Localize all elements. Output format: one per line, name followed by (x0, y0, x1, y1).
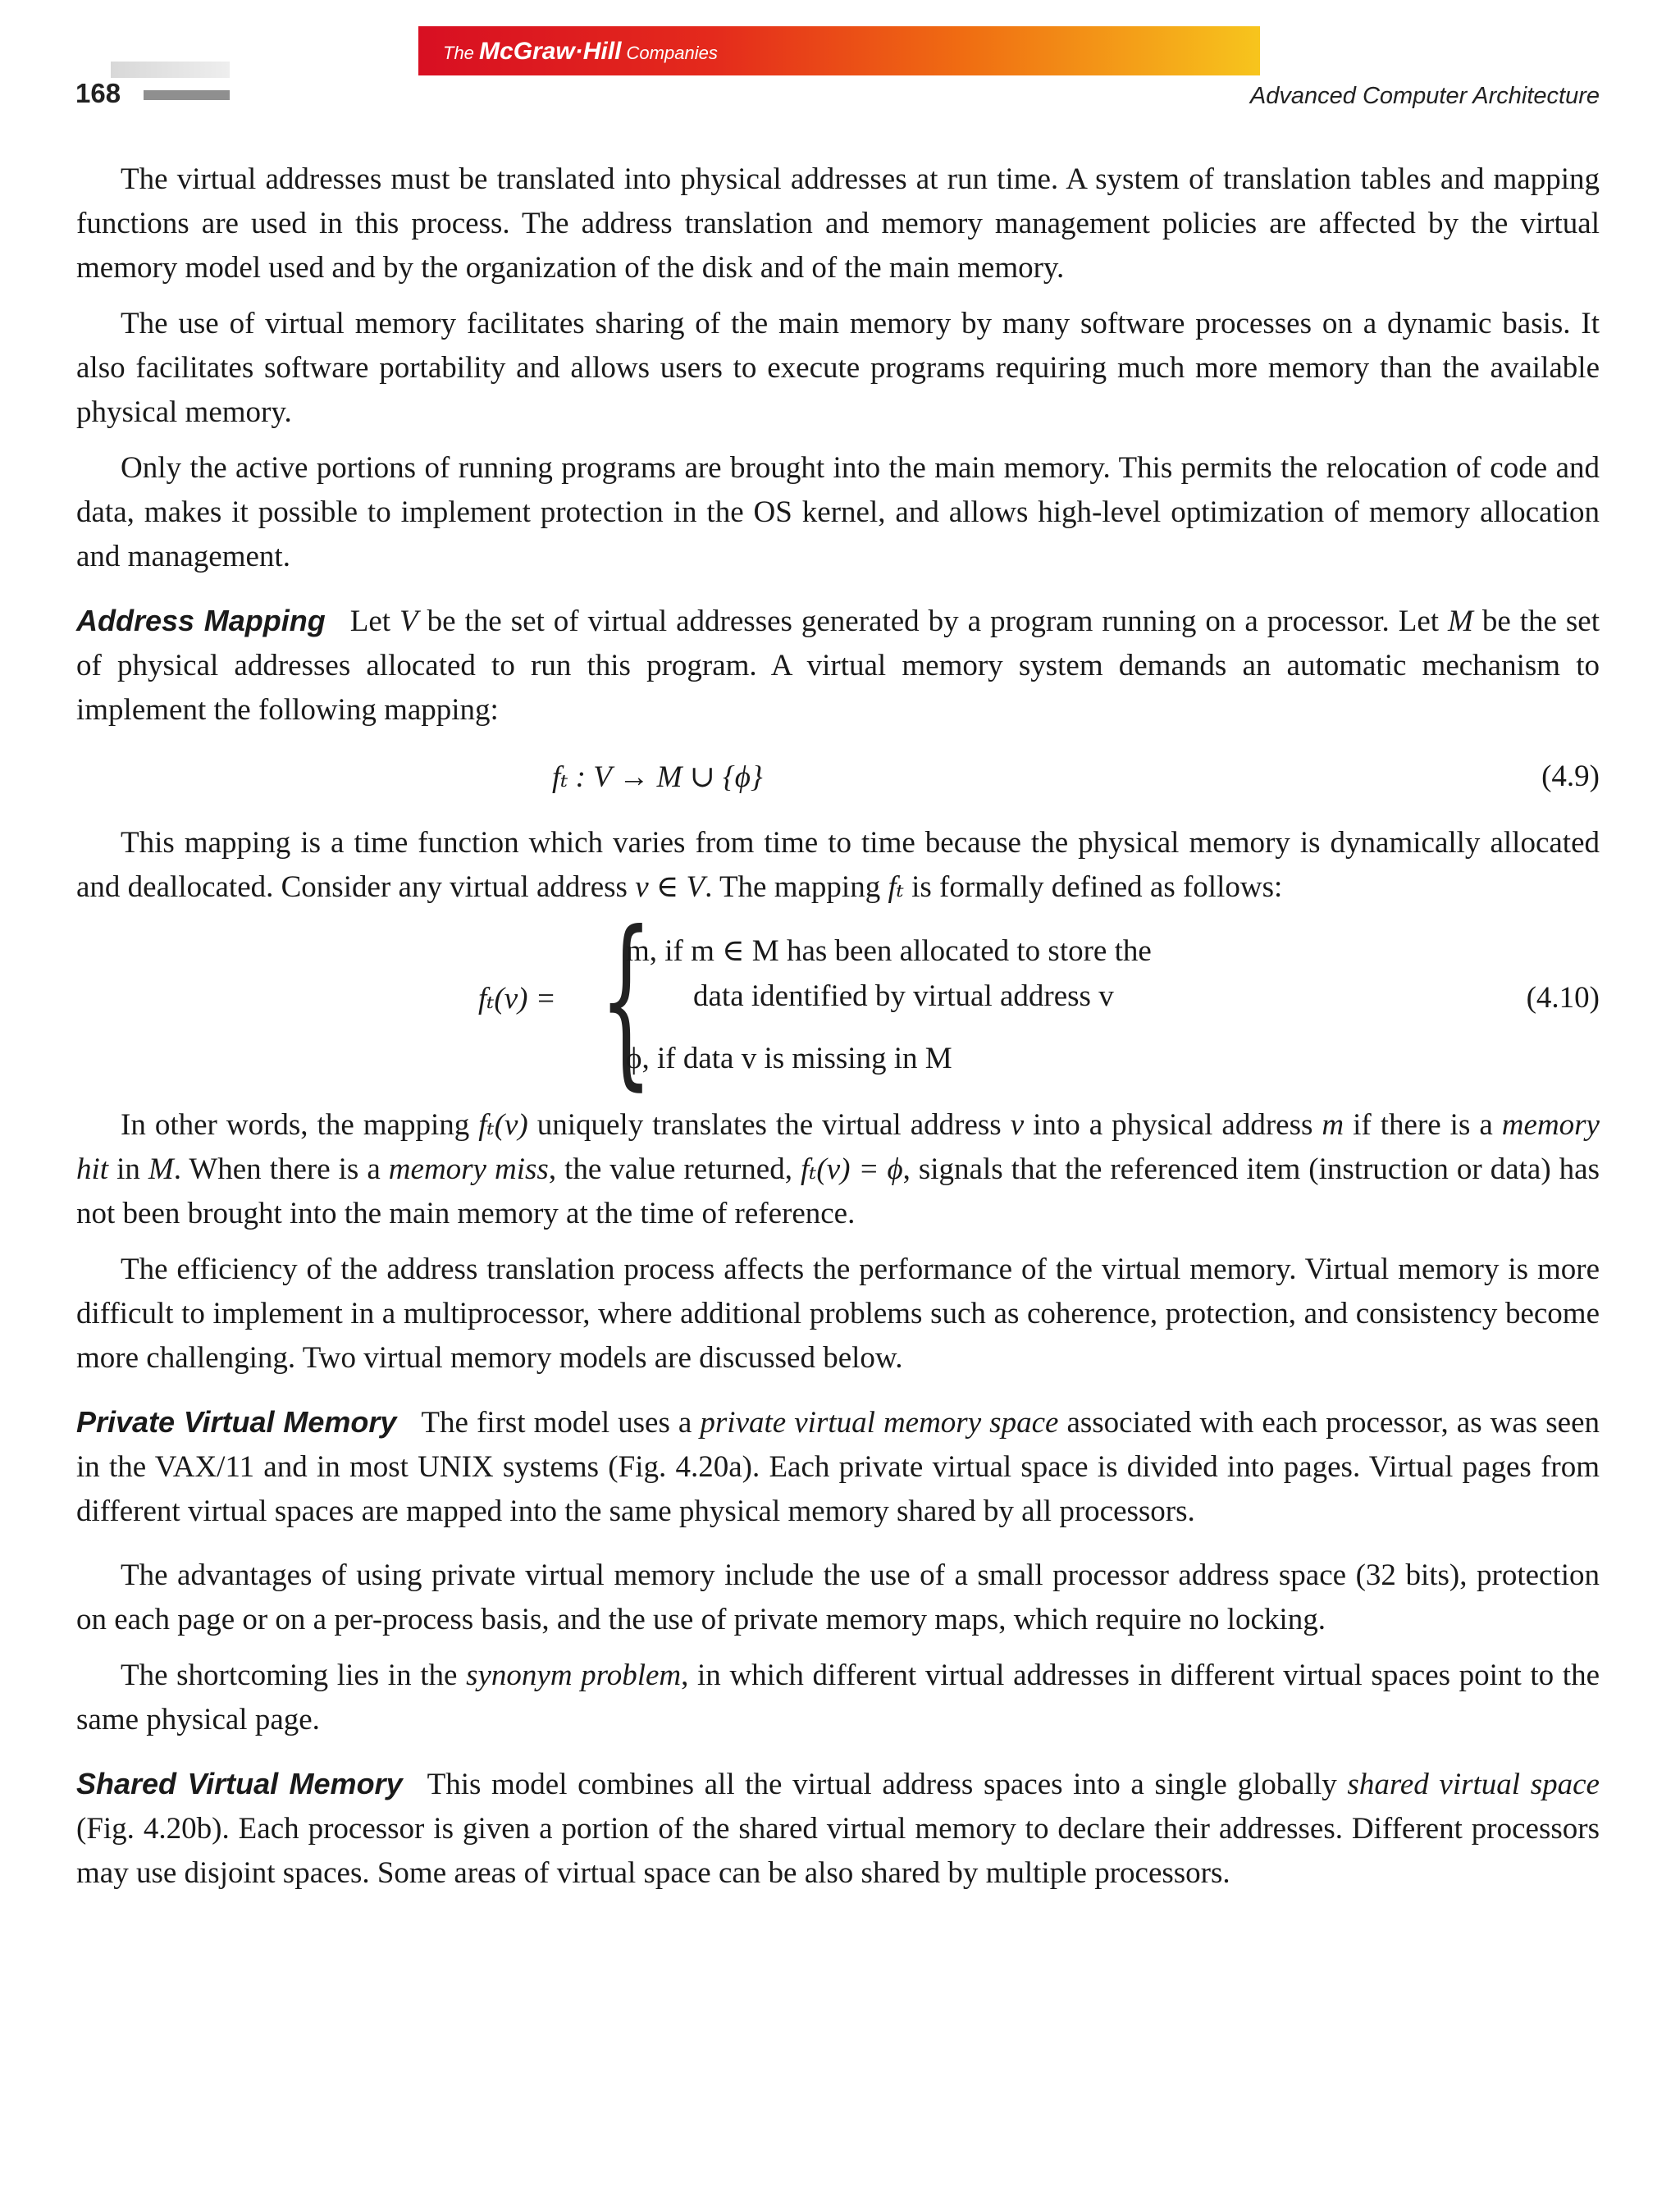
page-body (76, 157, 1600, 1896)
equation-case: m, if m ∈ M has been allocated to store the (626, 934, 1152, 968)
paragraph-address-mapping: Address Mapping Let V be the set of virtual addresses generated by a program running on a processor. Let M be the set of physical addresses allocated to run this program. A virtual memory system demands an automatic mechanism to implement the following mapping: (76, 604, 1600, 727)
paragraph: The use of virtual memory facilitates sharing of the main memory by many software processes on a dynamic basis. It also facilitates software portability and allows users to execute programs requiring much more memory than the available physical memory. (76, 307, 1600, 429)
equation-lhs: fₜ(v) = (478, 982, 556, 1015)
publisher-banner (418, 26, 1260, 75)
section-heading: Address Mapping (76, 604, 326, 637)
paragraph: The shortcoming lies in the synonym problem, in which different virtual addresses in different virtual spaces point to the same physical page. (76, 1659, 1600, 1736)
equation-case: ϕ, if data v is missing in M (626, 1042, 952, 1075)
paragraph-shared-virtual-memory: Shared Virtual Memory This model combines all the virtual address spaces into a single globally shared virtual space (Fig. 4.20b). Each processor is given a portion of the shared virtual memory to declare their addresses. Different processors may use disjoint spaces. Some areas of virtual space can be also shared by multiple processors. (76, 1767, 1600, 1890)
equation-expression: fₜ : V → M ∪ {ϕ} (552, 760, 763, 794)
section-heading: Shared Virtual Memory (76, 1767, 403, 1800)
decorative-bar (144, 90, 230, 100)
equation-case: data identified by virtual address v (693, 979, 1114, 1013)
paragraph: Only the active portions of running programs are brought into the main memory. This permits the relocation of code and data, makes it possible to implement protection in the OS kernel, and allows high-level optimization of memory allocation and management. (76, 451, 1600, 573)
paragraph: The virtual addresses must be translated into physical addresses at run time. A system of translation tables and mapping functions are used in this process. The address translation and memory management policies are affected by the virtual memory model used and by the organization of the disk and of the main memory. (76, 162, 1600, 285)
paragraph: The efficiency of the address translation process affects the performance of the virtual memory. Virtual memory is more difficult to implement in a multiprocessor, where additional problems such as coherence, protection, and consistency become more challenging. Two virtual memory models are discussed below. (76, 1253, 1600, 1375)
paragraph-private-virtual-memory: Private Virtual Memory The first model uses a private virtual memory space associated with each processor, as was seen in the VAX/11 and in most UNIX systems (Fig. 4.20a). Each private virtual space is divided into pages. Virtual pages from different virtual spaces are mapped into the same physical memory shared by all processors. (76, 1405, 1600, 1528)
running-head: Advanced Computer Architecture (1249, 83, 1600, 109)
equation-4-10 (76, 892, 1600, 1107)
paragraph: The advantages of using private virtual memory include the use of a small processor address space (32 bits), protection on each page or on a per-process basis, and the use of private memory maps, which require no locking. (76, 1558, 1600, 1636)
page-number: 168 (75, 78, 121, 108)
publisher-logo: The McGraw·Hill Companies (443, 38, 718, 65)
paragraph: In other words, the mapping fₜ(v) uniquely translates the virtual address v into a physical address m if there is a memory hit in M. When there is a memory miss, the value returned, fₜ(v) = ϕ, signals that the referenced item (instruction or data) has not been brought into the main memory at the time of reference. (76, 1108, 1600, 1230)
equation-number: (4.9) (1541, 760, 1600, 793)
brace-symbol: { (600, 892, 653, 1107)
paragraph: This mapping is a time function which varies from time to time because the physical memory is dynamically allocated and deallocated. Consider any virtual address v ∈ V. The mapping fₜ is formally defined as follows: (76, 826, 1600, 904)
decorative-bar (111, 62, 230, 78)
section-heading: Private Virtual Memory (76, 1405, 397, 1439)
equation-4-9 (76, 751, 1600, 811)
equation-number: (4.10) (1526, 981, 1600, 1015)
